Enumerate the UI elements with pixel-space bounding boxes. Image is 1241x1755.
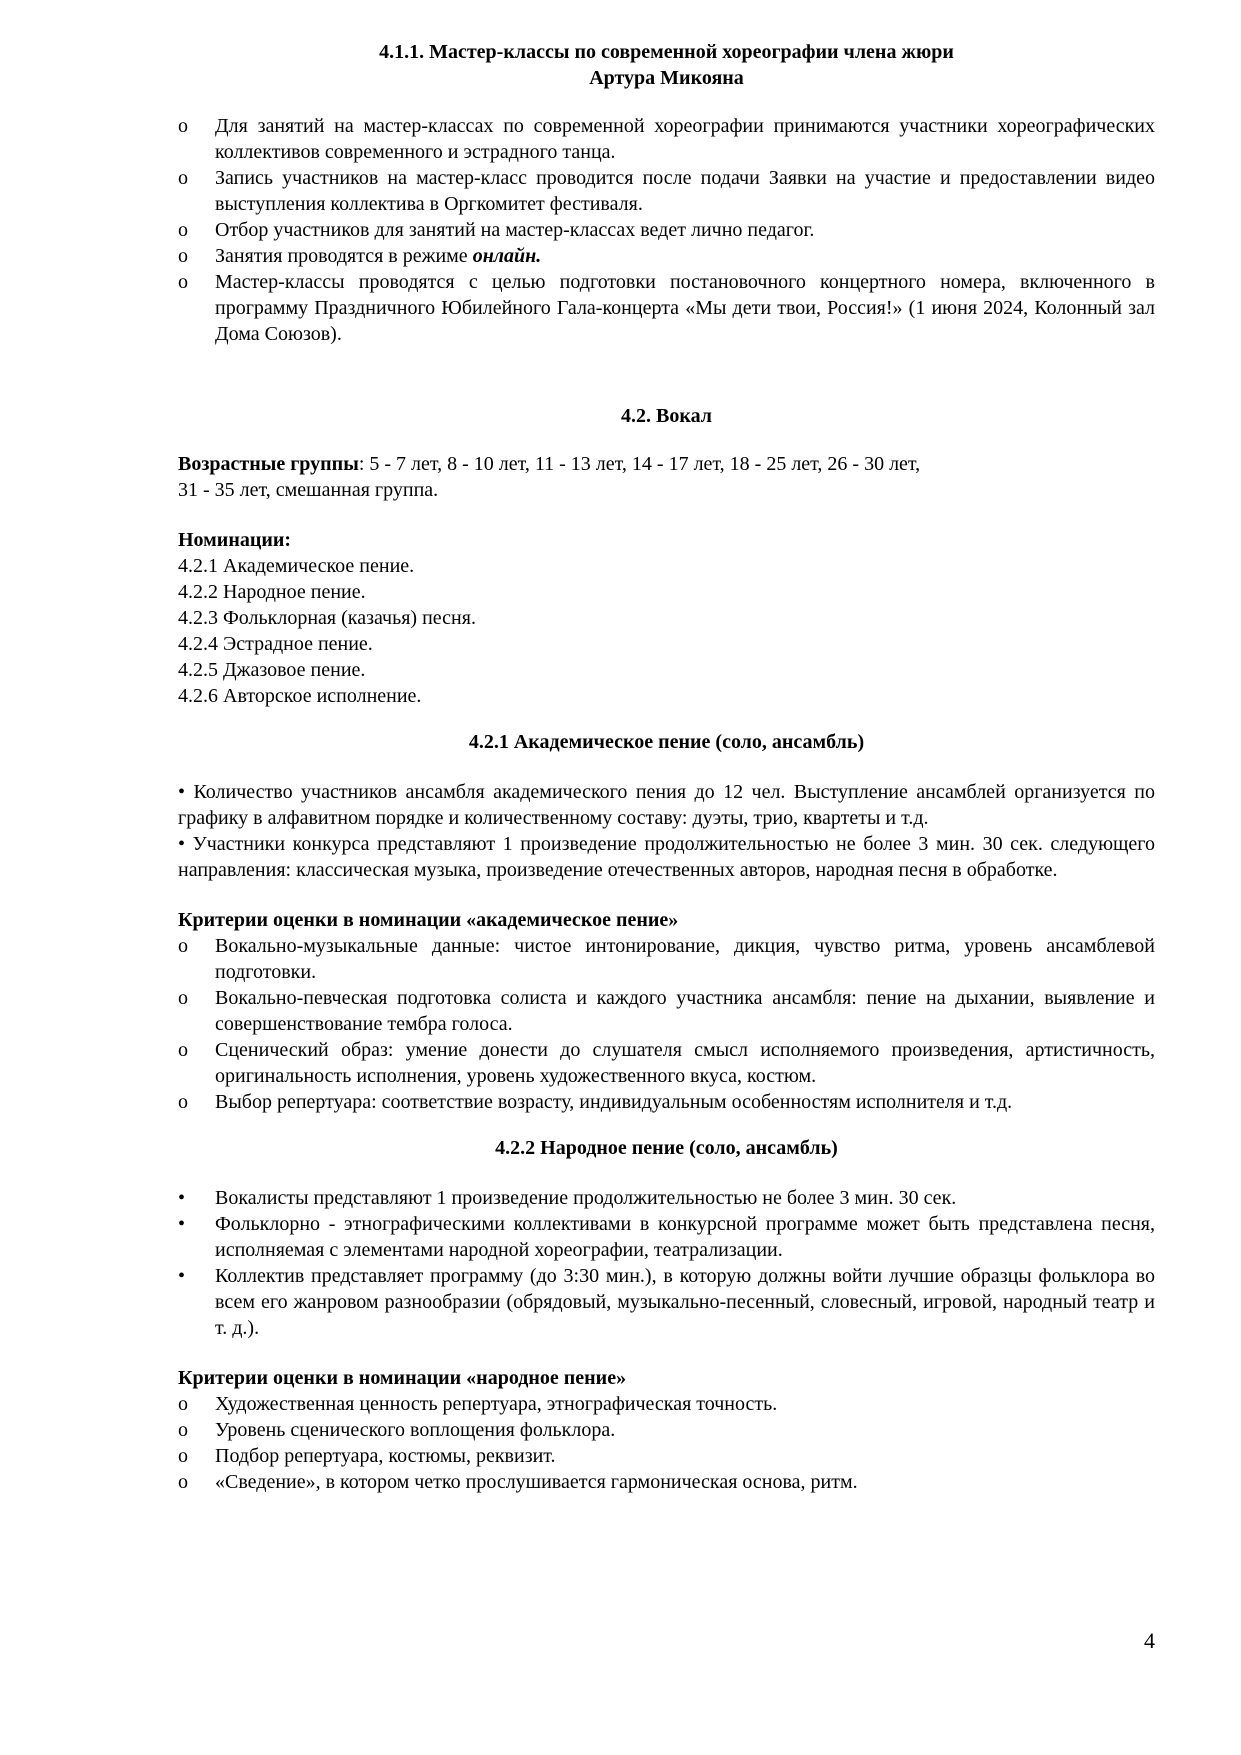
list-item: o Сценический образ: умение донести до слушателя смысл исполняемого произведения, артистичность, оригинальность исполнения, уровень художественного вкуса, костюм.	[178, 1039, 1155, 1087]
list-item: o «Сведение», в котором четко прослушивается гармоническая основа, ритм.	[178, 1471, 858, 1493]
section-42-title: 4.2. Вокал	[621, 405, 712, 427]
section-421-criteria-list	[178, 933, 1155, 1115]
circle-bullet-icon: o	[178, 1471, 188, 1493]
section-411-list	[178, 113, 1155, 347]
age-groups-line2: 31 - 35 лет, смешанная группа.	[178, 479, 439, 501]
section-422-list	[178, 1185, 1155, 1341]
bullet-icon: •	[178, 1213, 186, 1235]
circle-bullet-icon: o	[178, 1445, 188, 1467]
section-422-criteria-list	[178, 1391, 1155, 1495]
section-421-title: 4.2.1 Академическое пение (соло, ансамбль)	[468, 731, 865, 753]
circle-bullet-icon: o	[178, 219, 188, 241]
section-421-criteria-title: Критерии оценки в номинации «академическое пение»	[178, 909, 679, 931]
section-422-criteria-title: Критерии оценки в номинации «народное пение»	[178, 1367, 627, 1389]
circle-bullet-icon: o	[178, 935, 188, 957]
section-422-title: 4.2.2 Народное пение (соло, ансамбль)	[495, 1137, 838, 1159]
section-411-title-line1: 4.1.1. Мастер-классы по современной хореографии члена жюри	[379, 41, 954, 63]
list-item: o Занятия проводятся в режиме онлайн.	[178, 245, 542, 267]
circle-bullet-icon: o	[178, 1393, 188, 1415]
circle-bullet-icon: o	[178, 115, 188, 137]
list-item: o Для занятий на мастер-классах по современной хореографии принимаются участники хореографических коллективов современного и эстрадного танца.	[178, 115, 1155, 163]
list-item: o Мастер-классы проводятся с целью подготовки постановочного концертного номера, включенного в программу Праздничного Юбилейного Гала-концерта «Мы дети твои, Россия!» (1 июня 2024, Колонный зал Дома Союзов).	[178, 271, 1155, 345]
circle-bullet-icon: o	[178, 271, 188, 293]
list-item: o Художественная ценность репертуара, этнографическая точность.	[178, 1393, 778, 1415]
list-item: o Отбор участников для занятий на мастер-классах ведет лично педагог.	[178, 219, 815, 241]
list-item: • Фольклорно - этнографическими коллективами в конкурсной программе может быть представлена песня, исполняемая с элементами народной хореографии, театрализации.	[178, 1213, 1155, 1261]
circle-bullet-icon: o	[178, 1039, 188, 1061]
list-item: o Уровень сценического воплощения фольклора.	[178, 1419, 616, 1441]
list-item: o Запись участников на мастер-класс проводится после подачи Заявки на участие и предоставлении видео выступления коллектива в Оргкомитет фестиваля.	[178, 167, 1155, 215]
list-item: • Коллектив представляет программу (до 3:30 мин.), в которую должны войти лучшие образцы фольклора во всем его жанровом разнообразии (обрядовый, музыкально-песенный, словесный, игровой, народный театр и т. д.).	[178, 1265, 1155, 1339]
circle-bullet-icon: o	[178, 987, 188, 1009]
section-411-title-line2: Артура Микояна	[589, 67, 744, 89]
online-emphasis: онлайн.	[472, 245, 542, 267]
list-item: • Вокалисты представляют 1 произведение продолжительностью не более 3 мин. 30 сек.	[178, 1187, 957, 1209]
nomination-item: 4.2.3 Фольклорная (казачья) песня.	[178, 607, 476, 629]
nomination-item: 4.2.2 Народное пение.	[178, 581, 366, 603]
list-item: o Подбор репертуара, костюмы, реквизит.	[178, 1445, 556, 1467]
age-groups-label: Возрастные группы	[178, 453, 359, 475]
section-421-para2: • Участники конкурса представляют 1 произведение продолжительностью не более 3 мин. 30 сек. следующего направления: классическая музыка, произведение отечественных авторов, народная песня в обработке.	[178, 833, 1155, 881]
section-421-para1: • Количество участников ансамбля академического пения до 12 чел. Выступление ансамблей организуется по графику в алфавитном порядке и количественному составу: дуэты, трио, квартеты и т.д.	[178, 781, 1155, 829]
nomination-item: 4.2.5 Джазовое пение.	[178, 659, 366, 681]
nominations-label: Номинации:	[178, 529, 292, 551]
circle-bullet-icon: o	[178, 1091, 188, 1113]
list-item: o Вокально-музыкальные данные: чистое интонирование, дикция, чувство ритма, уровень ансамблевой подготовки.	[178, 935, 1155, 983]
age-groups: Возрастные группы: 5 - 7 лет, 8 - 10 лет, 11 - 13 лет, 14 - 17 лет, 18 - 25 лет, 26 - 30 лет,	[178, 453, 921, 475]
nomination-item: 4.2.4 Эстрадное пение.	[178, 633, 373, 655]
circle-bullet-icon: o	[178, 1419, 188, 1441]
circle-bullet-icon: o	[178, 245, 188, 267]
bullet-icon: •	[178, 1187, 186, 1209]
list-item: o Вокально-певческая подготовка солиста и каждого участника ансамбля: пение на дыхании, выявление и совершенствование тембра голоса.	[178, 987, 1155, 1035]
bullet-icon: •	[178, 1265, 186, 1287]
nomination-item: 4.2.1 Академическое пение.	[178, 555, 415, 577]
circle-bullet-icon: o	[178, 167, 188, 189]
page-number: 4	[1144, 1628, 1155, 1653]
list-item: o Выбор репертуара: соответствие возрасту, индивидуальным особенностям исполнителя и т.д.	[178, 1091, 1013, 1113]
nomination-item: 4.2.6 Авторское исполнение.	[178, 685, 422, 707]
